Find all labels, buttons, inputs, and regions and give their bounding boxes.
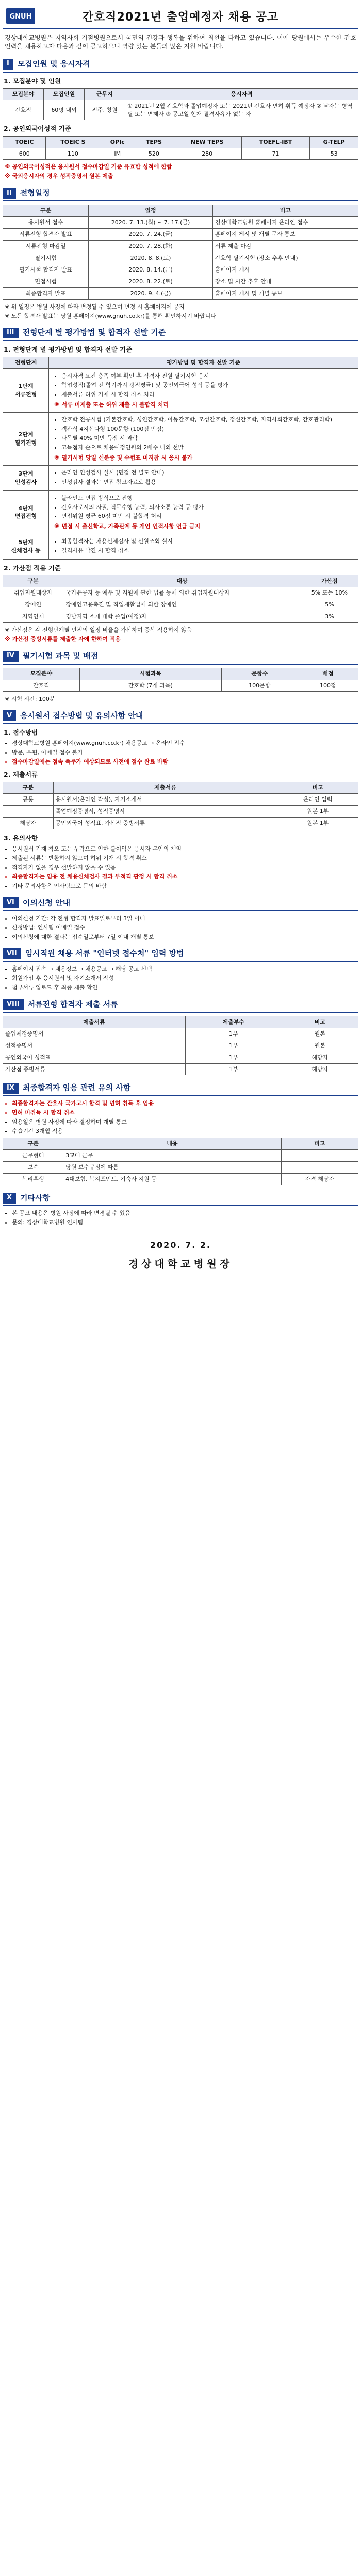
list-item: • 응시자격 요건 충족 여부 확인 후 적격자 전원 필기시험 응시 xyxy=(61,372,355,380)
table-cell: 2020. 8. 22.(토) xyxy=(89,276,213,287)
table-row xyxy=(3,1052,358,1063)
table-header: 가산점 xyxy=(301,575,358,587)
list-item: • 수습기간 3개월 적용 xyxy=(12,1127,358,1136)
section-number: IX xyxy=(3,1083,19,1094)
table-header: 전형단계 xyxy=(3,357,49,369)
table-row xyxy=(3,818,358,829)
table-row xyxy=(3,1161,358,1173)
list-item: • 문의: 경상대학교병원 인사팀 xyxy=(12,1218,358,1227)
section-exam xyxy=(3,651,358,703)
table-row xyxy=(3,276,358,287)
table-header: 제출서류 xyxy=(3,1016,186,1028)
table-header: 구분 xyxy=(3,205,89,217)
table-cell: 110 xyxy=(46,148,100,160)
list-item: • 접수마감일에는 접속 폭주가 예상되므로 사전에 접수 완료 바람 xyxy=(12,758,358,766)
section-title xyxy=(3,188,358,201)
table-cell: 서류전형 합격자 발표 xyxy=(3,228,89,240)
section-objection xyxy=(3,897,358,941)
list-item: • 결격사유 발견 시 합격 취소 xyxy=(61,547,355,555)
list-item: • 적격자가 없을 경우 선발하지 않을 수 있음 xyxy=(12,863,358,872)
list-item: • 제출된 서류는 반환하지 않으며 허위 기재 시 합격 취소 xyxy=(12,854,358,862)
section-title xyxy=(3,897,358,911)
stage-content xyxy=(49,465,358,490)
table-row xyxy=(3,1028,358,1040)
table-cell: 간호학 (7개 과목) xyxy=(79,680,221,691)
table-header: 배점 xyxy=(298,668,358,680)
note: ※ 위 일정은 병원 사정에 따라 변경될 수 있으며 변경 시 홈페이지에 공지 xyxy=(5,303,185,310)
table-cell: 60명 내외 xyxy=(44,100,85,120)
sub-title: 1. 모집분야 및 인원 xyxy=(4,77,61,85)
table-cell: 졸업예정증명서, 성적증명서 xyxy=(53,806,277,818)
table-cell: 경남지역 소재 대학 졸업(예정)자 xyxy=(63,611,301,623)
table-row xyxy=(3,1149,358,1161)
list-item: • 이의신청에 대한 결과는 접수일로부터 7일 이내 개별 통보 xyxy=(12,933,358,941)
table-header: 제출부수 xyxy=(185,1016,282,1028)
language-table xyxy=(3,136,358,160)
stage-name: 2단계 필기전형 xyxy=(3,413,49,466)
sub-title: 2. 제출서류 xyxy=(4,771,38,779)
section-number: II xyxy=(3,188,16,199)
stage-table xyxy=(3,357,358,560)
table-cell: 근무형태 xyxy=(3,1149,63,1161)
table-cell: IM xyxy=(100,148,135,160)
table-cell: 자격 해당자 xyxy=(281,1173,358,1185)
table-cell: 응시원서 접수 xyxy=(3,217,89,229)
table-cell: 간호직 xyxy=(3,100,44,120)
list-item: • 학업성적(졸업 전 학기까지 평점평균) 및 공인외국어 성적 등을 평가 xyxy=(61,381,355,389)
table-cell: 1부 xyxy=(185,1052,282,1063)
table-header: NEW TEPS xyxy=(173,136,241,148)
table-cell: 600 xyxy=(3,148,46,160)
table-cell: 280 xyxy=(173,148,241,160)
list-item: • 이의신청 기간: 각 전형 합격자 발표일로부터 3일 이내 xyxy=(12,914,358,923)
table-cell: 홈페이지 게시 xyxy=(212,264,358,276)
list-item: • 면접위원 평균 60점 미만 시 불합격 처리 xyxy=(61,512,355,520)
section-application xyxy=(3,710,358,890)
list-item: • 간호사로서의 자질, 직무수행 능력, 의사소통 능력 등 평가 xyxy=(61,503,355,512)
list-item: • 객관식 4지선다형 100문항 (100점 만점) xyxy=(61,425,355,433)
note: ※ 가산점 증빙서류를 제출한 자에 한하여 적용 xyxy=(5,636,121,643)
table-header: 제출서류 xyxy=(53,782,277,794)
section-recruitment xyxy=(3,59,358,181)
table-cell: 당원 보수규정에 따름 xyxy=(63,1161,282,1173)
table-row xyxy=(3,806,358,818)
table-header: 모집인원 xyxy=(44,88,85,100)
table-cell: 1부 xyxy=(185,1028,282,1040)
table-header: 비고 xyxy=(282,1016,358,1028)
section-title xyxy=(3,710,358,724)
section-online-input xyxy=(3,948,358,992)
table-cell: 필기시험 xyxy=(3,252,89,264)
table-cell: 면접시험 xyxy=(3,276,89,287)
table-header: TEPS xyxy=(135,136,173,148)
table-row xyxy=(3,534,358,560)
table-cell: 5% 또는 10% xyxy=(301,587,358,599)
list-item: • 신청방법: 인사팀 이메일 접수 xyxy=(12,924,358,932)
table-cell: 성적증명서 xyxy=(3,1040,186,1052)
table-cell xyxy=(281,1149,358,1161)
stage-name: 3단계 인성검사 xyxy=(3,465,49,490)
table-cell: 해당자 xyxy=(282,1063,358,1075)
table-cell: 온라인 입력 xyxy=(277,794,358,806)
stage-content xyxy=(49,534,358,560)
list-item: • 임용일은 병원 사정에 따라 결정하며 개별 통보 xyxy=(12,1118,358,1126)
table-row xyxy=(3,369,358,413)
section-name: 기타사항 xyxy=(20,1193,50,1202)
table-cell: 5% xyxy=(301,599,358,611)
list-item: • 최종합격자는 간호사 국가고시 합격 및 면허 취득 후 임용 xyxy=(12,1099,358,1108)
table-header: TOEIC xyxy=(3,136,46,148)
documents-table xyxy=(3,782,358,829)
stage-content xyxy=(49,413,358,466)
section-name: 필기시험 과목 및 배점 xyxy=(22,651,98,660)
table-header: 구분 xyxy=(3,575,63,587)
table-header: 비고 xyxy=(281,1138,358,1149)
table-cell xyxy=(3,806,54,818)
sub-title: 1. 전형단계 별 평가방법 및 합격자 선발 기준 xyxy=(4,346,133,354)
section-name: 전형일정 xyxy=(20,188,50,198)
table-cell: 장소 및 시간 추후 안내 xyxy=(212,276,358,287)
table-row xyxy=(3,148,358,160)
table-row xyxy=(3,465,358,490)
table-row xyxy=(3,228,358,240)
table-header: 구분 xyxy=(3,1138,63,1149)
list-item: • 회원가입 후 응시원서 및 자기소개서 작성 xyxy=(12,974,358,982)
logo-text: GNUH xyxy=(9,13,32,21)
table-row xyxy=(3,240,358,252)
table-cell: 1부 xyxy=(185,1063,282,1075)
sub-title: 3. 유의사항 xyxy=(4,834,38,842)
section-number: V xyxy=(3,710,16,721)
notice-header xyxy=(3,5,358,29)
table-header: 비고 xyxy=(212,205,358,217)
table-header: TOEIC S xyxy=(46,136,100,148)
section-title xyxy=(3,999,358,1013)
list-item: • 온라인 인성검사 실시 (면접 전 별도 안내) xyxy=(61,469,355,477)
stage-name: 1단계 서류전형 xyxy=(3,369,49,413)
table-row xyxy=(3,587,358,599)
sub-title: 2. 공인외국어성적 기준 xyxy=(4,125,71,133)
note: ※ 가산점은 각 전형단계별 만점의 일정 비율을 가산하며 중복 적용하지 않음 xyxy=(5,626,192,634)
table-cell: 진주, 창원 xyxy=(85,100,125,120)
note: ※ 모든 합격자 발표는 당원 홈페이지(www.gnuh.co.kr)를 통해 확인하시기 바랍니다 xyxy=(5,312,216,319)
table-header: 비고 xyxy=(277,782,358,794)
table-cell: 공인외국어 성적표 xyxy=(3,1052,186,1063)
section-name: 응시원서 접수방법 및 유의사항 안내 xyxy=(20,710,143,720)
table-cell: 원본 1부 xyxy=(277,818,358,829)
list-item: • 방문, 우편, 이메일 접수 불가 xyxy=(12,749,358,757)
table-row xyxy=(3,252,358,264)
stage-content xyxy=(49,490,358,534)
table-cell: 520 xyxy=(135,148,173,160)
stage-content xyxy=(49,369,358,413)
issuer-name: 경상대학교병원장 xyxy=(128,1257,233,1270)
table-cell: 장애인 xyxy=(3,599,63,611)
list-item: • 본 공고 내용은 병원 사정에 따라 변경될 수 있음 xyxy=(12,1209,358,1217)
table-row xyxy=(3,1040,358,1052)
section-name: 최종합격자 임용 관련 유의 사항 xyxy=(22,1083,131,1093)
table-cell: 원본 xyxy=(282,1028,358,1040)
table-cell: ① 2021년 2월 간호학과 졸업예정자 또는 2021년 간호사 면허 취득 예정자 ② 남자는 병역필 또는 면제자 ③ 공고일 현재 결격사유가 없는 자 xyxy=(125,100,358,120)
table-cell: 100문항 xyxy=(221,680,298,691)
table-header: 시험과목 xyxy=(79,668,221,680)
stage-name: 5단계 신체검사 등 xyxy=(3,534,49,560)
table-row xyxy=(3,287,358,299)
section-title xyxy=(3,1193,358,1207)
table-cell: 서류 제출 마감 xyxy=(212,240,358,252)
table-cell: 해당자 xyxy=(282,1052,358,1063)
table-header: 모집분야 xyxy=(3,88,44,100)
list-item: • 간호학 전공시험 (기본간호학, 성인간호학, 아동간호학, 모성간호학, 정신간호학, 지역사회간호학, 간호관리학) xyxy=(61,416,355,424)
list-item: • 경상대학교병원 홈페이지(www.gnuh.co.kr) 채용공고 → 온라인 접수 xyxy=(12,739,358,748)
section-number: III xyxy=(3,328,19,338)
section-title xyxy=(3,327,358,341)
table-row xyxy=(3,794,358,806)
table-row xyxy=(3,1173,358,1185)
note: ※ 시험 시간: 100분 xyxy=(5,695,55,702)
table-cell: 장애인고용촉진 및 직업재활법에 의한 장애인 xyxy=(63,599,301,611)
table-header: 일정 xyxy=(89,205,213,217)
table-cell: 2020. 7. 28.(화) xyxy=(89,240,213,252)
table-cell: 홈페이지 게시 및 개별 통보 xyxy=(212,287,358,299)
section-number: X xyxy=(3,1193,16,1204)
list-item: • 홈페이지 접속 → 채용정보 → 채용공고 → 해당 공고 선택 xyxy=(12,965,358,973)
table-header: 모집분야 xyxy=(3,668,80,680)
section-name: 이의신청 안내 xyxy=(22,897,71,907)
list-item: • 제출서류 허위 기재 시 합격 취소 처리 xyxy=(61,391,355,399)
table-cell: 2020. 8. 8.(토) xyxy=(89,252,213,264)
stage-name: 4단계 면접전형 xyxy=(3,490,49,534)
list-item: • 최종합격자는 채용신체검사 및 신원조회 실시 xyxy=(61,537,355,546)
list-item: • 고득점자 순으로 채용예정인원의 2배수 내외 선발 xyxy=(61,444,355,452)
table-header: 대상 xyxy=(63,575,301,587)
table-cell: 취업지원대상자 xyxy=(3,587,63,599)
table-cell: 원본 xyxy=(282,1040,358,1052)
table-cell: 졸업예정증명서 xyxy=(3,1028,186,1040)
section-number: IV xyxy=(3,651,19,662)
table-cell: 2020. 8. 14.(금) xyxy=(89,264,213,276)
table-cell: 간호직 xyxy=(3,680,80,691)
stage-highlight: ※ 면접 시 출신학교, 가족관계 등 개인 인적사항 언급 금지 xyxy=(54,523,201,530)
table-row xyxy=(3,413,358,466)
table-cell: 국가유공자 등 예우 및 지원에 관한 법률 등에 의한 취업지원대상자 xyxy=(63,587,301,599)
table-row xyxy=(3,490,358,534)
list-item: • 기타 문의사항은 인사팀으로 문의 바람 xyxy=(12,882,358,890)
table-row xyxy=(3,611,358,623)
table-cell: 최종합격자 발표 xyxy=(3,287,89,299)
table-cell: 경상대학교병원 홈페이지 온라인 접수 xyxy=(212,217,358,229)
submit-docs-table xyxy=(3,1016,358,1076)
table-cell: 공인외국어 성적표, 가산점 증빙서류 xyxy=(53,818,277,829)
section-name: 임시직원 채용 서류 "인터넷 접수처" 입력 방법 xyxy=(25,948,184,958)
section-title xyxy=(3,59,358,73)
note: ※ 국외응시자의 경우 성적증명서 원본 제출 xyxy=(5,173,113,180)
section-appointment xyxy=(3,1082,358,1185)
table-cell: 3% xyxy=(301,611,358,623)
section-evaluation xyxy=(3,327,358,643)
table-cell: 필기시험 합격자 발표 xyxy=(3,264,89,276)
table-cell: 공통 xyxy=(3,794,54,806)
table-cell: 복리후생 xyxy=(3,1173,63,1185)
list-item: • 첨부서류 업로드 후 최종 제출 확인 xyxy=(12,984,358,992)
table-cell: 해당자 xyxy=(3,818,54,829)
table-cell: 53 xyxy=(310,148,358,160)
appointment-table xyxy=(3,1138,358,1185)
table-row xyxy=(3,1063,358,1075)
section-number: VI xyxy=(3,897,19,908)
section-name: 전형단계 별 평가방법 및 합격자 선발 기준 xyxy=(22,328,166,337)
stage-highlight: ※ 서류 미제출 또는 허위 제출 시 불합격 처리 xyxy=(54,401,169,409)
list-item: • 최종합격자는 임용 전 채용신체검사 결과 부적격 판정 시 합격 취소 xyxy=(12,873,358,881)
table-cell: 3교대 근무 xyxy=(63,1149,282,1161)
table-header: 응시자격 xyxy=(125,88,358,100)
bonus-table xyxy=(3,575,358,623)
list-item: • 인성검사 결과는 면접 참고자료로 활용 xyxy=(61,478,355,486)
recruit-table xyxy=(3,88,358,121)
list-item: • 면허 미취득 시 합격 취소 xyxy=(12,1109,358,1117)
table-header: 근무지 xyxy=(85,88,125,100)
table-row xyxy=(3,599,358,611)
table-header: TOEFL-IBT xyxy=(241,136,310,148)
table-header: 평가방법 및 합격자 선발 기준 xyxy=(49,357,358,369)
list-item: • 블라인드 면접 방식으로 진행 xyxy=(61,494,355,502)
note: ※ 공인외국어성적은 응시원서 접수마감일 기준 유효한 성적에 한함 xyxy=(5,163,172,171)
table-cell: 가산점 증빙서류 xyxy=(3,1063,186,1075)
exam-table xyxy=(3,668,358,692)
table-cell: 홈페이지 게시 및 개별 문자 통보 xyxy=(212,228,358,240)
table-cell: 원본 1부 xyxy=(277,806,358,818)
section-title xyxy=(3,1082,358,1096)
notice-date: 2020. 7. 2. xyxy=(150,1240,211,1250)
section-etc xyxy=(3,1193,358,1227)
table-cell: 보수 xyxy=(3,1161,63,1173)
table-header: 구분 xyxy=(3,782,54,794)
table-cell: 지역인재 xyxy=(3,611,63,623)
section-title xyxy=(3,651,358,665)
table-cell: 2020. 7. 13.(월) ~ 7. 17.(금) xyxy=(89,217,213,229)
table-cell: 서류전형 마감일 xyxy=(3,240,89,252)
table-header: 문항수 xyxy=(221,668,298,680)
table-header: OPIc xyxy=(100,136,135,148)
sub-title: 2. 가산점 적용 기준 xyxy=(4,564,61,572)
intro-text: 경상대학교병원은 지역사회 거점병원으로서 국민의 건강과 행복을 위하여 최선을 다하고 있습니다. 이에 당원에서는 우수한 간호 인력을 채용하고자 다음과 같이 공고하오니 역량 있는 분들의 많은 지원 바랍니다. xyxy=(5,34,356,50)
schedule-table xyxy=(3,205,358,300)
section-submit-docs xyxy=(3,999,358,1075)
table-row xyxy=(3,264,358,276)
list-item: • 응시원서 기재 착오 또는 누락으로 인한 불이익은 응시자 본인의 책임 xyxy=(12,845,358,853)
section-number: I xyxy=(3,59,13,70)
table-cell: 2020. 9. 4.(금) xyxy=(89,287,213,299)
table-cell: 71 xyxy=(241,148,310,160)
table-cell: 4대보험, 복지포인트, 기숙사 지원 등 xyxy=(63,1173,282,1185)
section-number: VII xyxy=(3,948,21,959)
table-cell xyxy=(281,1161,358,1173)
table-header: G-TELP xyxy=(310,136,358,148)
table-header: 내용 xyxy=(63,1138,282,1149)
section-name: 모집인원 및 응시자격 xyxy=(17,59,90,69)
stage-highlight: ※ 필기시험 당일 신분증 및 수험표 미지참 시 응시 불가 xyxy=(54,454,193,461)
sub-title: 1. 접수방법 xyxy=(4,728,38,737)
page-title: 간호직2021년 출업예정자 채용 공고 xyxy=(82,11,279,24)
table-row xyxy=(3,100,358,120)
table-cell: 응시원서(온라인 작성), 자기소개서 xyxy=(53,794,277,806)
section-schedule xyxy=(3,188,358,320)
table-cell: 100점 xyxy=(298,680,358,691)
table-row xyxy=(3,217,358,229)
table-row xyxy=(3,680,358,691)
table-cell: 간호학 필기시험 (장소 추후 안내) xyxy=(212,252,358,264)
table-cell: 2020. 7. 24.(금) xyxy=(89,228,213,240)
table-cell: 1부 xyxy=(185,1040,282,1052)
list-item: • 과목별 40% 미만 득점 시 과락 xyxy=(61,434,355,443)
section-title xyxy=(3,948,358,962)
section-name: 서류전형 합격자 제출 서류 xyxy=(27,999,118,1009)
section-number: VIII xyxy=(3,999,24,1010)
notice-page xyxy=(3,0,358,1287)
